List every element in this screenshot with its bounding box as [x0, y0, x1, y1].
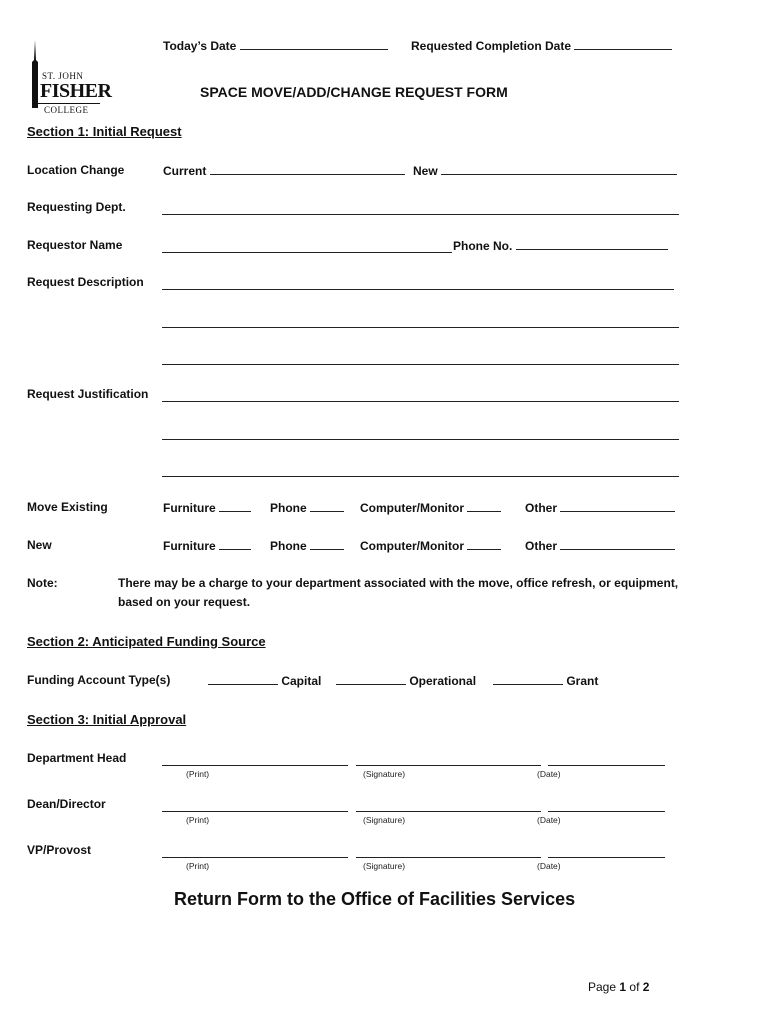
dean-print-line[interactable]: [162, 811, 348, 812]
college-logo: [26, 40, 112, 120]
phone-label: Phone: [270, 501, 307, 515]
grant-field[interactable]: [493, 673, 598, 688]
current-location-field[interactable]: [163, 163, 405, 178]
vp-provost-label: VP/Provost: [27, 843, 92, 857]
todays-date-field[interactable]: [163, 38, 388, 53]
date-caption: (Date): [537, 861, 561, 871]
operational-field[interactable]: [336, 673, 476, 688]
computer-label: Computer/Monitor: [360, 539, 464, 553]
new-label: New: [413, 164, 438, 178]
dept-head-print-line[interactable]: [162, 765, 348, 766]
justification-line-3[interactable]: [162, 476, 679, 477]
capital-label: Capital: [281, 674, 322, 688]
justification-line-2[interactable]: [162, 439, 679, 440]
dept-head-signature-line[interactable]: [356, 765, 541, 766]
print-caption: (Print): [186, 861, 210, 871]
department-head-label: Department Head: [27, 751, 127, 765]
vp-signature-line[interactable]: [356, 857, 541, 858]
new-furniture-field[interactable]: [163, 538, 251, 553]
print-caption: (Print): [186, 815, 210, 825]
move-phone-line[interactable]: [310, 500, 344, 512]
new-other-line[interactable]: [560, 538, 675, 550]
note-text-line1: There may be a charge to your department associated with the move, office refresh, or equipment,: [118, 576, 679, 590]
computer-label: Computer/Monitor: [360, 501, 464, 515]
todays-date-label: Today’s Date: [163, 39, 237, 53]
phone-no-line[interactable]: [516, 238, 668, 250]
phone-label: Phone: [270, 539, 307, 553]
logo-line3: COLLEGE: [44, 105, 89, 115]
note-text-line2: based on your request.: [118, 595, 251, 609]
requestor-name-label: Requestor Name: [27, 238, 123, 252]
logo-line2: FISHER: [40, 80, 112, 102]
page-of: of: [629, 980, 640, 994]
signature-caption: (Signature): [363, 815, 406, 825]
move-furniture-field[interactable]: [163, 500, 251, 515]
request-justification-label: Request Justification: [27, 387, 149, 401]
description-line-3[interactable]: [162, 364, 679, 365]
page-current: 1: [619, 980, 627, 994]
move-other-line[interactable]: [560, 500, 675, 512]
page-number: [588, 980, 649, 994]
dean-date-line[interactable]: [548, 811, 665, 812]
operational-label: Operational: [409, 674, 477, 688]
new-phone-field[interactable]: [270, 538, 344, 553]
completion-date-line[interactable]: [574, 38, 672, 50]
move-computer-line[interactable]: [467, 500, 501, 512]
completion-date-label: Requested Completion Date: [411, 39, 572, 53]
current-location-line[interactable]: [210, 163, 405, 175]
grant-line[interactable]: [493, 673, 563, 685]
move-furniture-line[interactable]: [219, 500, 251, 512]
description-line-2[interactable]: [162, 327, 679, 328]
dean-director-label: Dean/Director: [27, 797, 106, 811]
vp-print-line[interactable]: [162, 857, 348, 858]
other-label: Other: [525, 539, 558, 553]
date-caption: (Date): [537, 815, 561, 825]
requestor-name-line[interactable]: [162, 252, 452, 253]
signature-caption: (Signature): [363, 861, 406, 871]
move-computer-field[interactable]: [360, 500, 501, 515]
requesting-dept-line[interactable]: [162, 214, 679, 215]
page-prefix: Page: [588, 980, 617, 994]
new-location-field[interactable]: [413, 163, 677, 178]
phone-no-label: Phone No.: [453, 239, 513, 253]
move-other-field[interactable]: [525, 500, 675, 515]
completion-date-field[interactable]: [411, 38, 672, 53]
furniture-label: Furniture: [163, 501, 216, 515]
logo-divider: [38, 103, 100, 104]
other-label: Other: [525, 501, 558, 515]
date-caption: (Date): [537, 769, 561, 779]
print-caption: (Print): [186, 769, 210, 779]
capital-line[interactable]: [208, 673, 278, 685]
new-location-line[interactable]: [441, 163, 677, 175]
requesting-dept-label: Requesting Dept.: [27, 200, 126, 214]
new-furniture-line[interactable]: [219, 538, 251, 550]
new-phone-line[interactable]: [310, 538, 344, 550]
description-line-1[interactable]: [162, 289, 674, 290]
furniture-label: Furniture: [163, 539, 216, 553]
logo-line1: ST. JOHN: [42, 71, 84, 81]
capital-field[interactable]: [208, 673, 321, 688]
new-other-field[interactable]: [525, 538, 675, 553]
request-description-label: Request Description: [27, 275, 144, 289]
move-phone-field[interactable]: [270, 500, 344, 515]
location-change-label: Location Change: [27, 163, 125, 177]
current-label: Current: [163, 164, 207, 178]
new-computer-line[interactable]: [467, 538, 501, 550]
new-row-label: New: [27, 538, 52, 552]
phone-no-field[interactable]: [453, 238, 668, 253]
funding-label: Funding Account Type(s): [27, 673, 171, 687]
dept-head-date-line[interactable]: [548, 765, 665, 766]
new-computer-field[interactable]: [360, 538, 501, 553]
section3-heading: Section 3: Initial Approval: [27, 712, 187, 727]
grant-label: Grant: [566, 674, 599, 688]
form-title: SPACE MOVE/ADD/CHANGE REQUEST FORM: [200, 84, 508, 100]
section1-heading: Section 1: Initial Request: [27, 124, 182, 139]
dean-signature-line[interactable]: [356, 811, 541, 812]
signature-caption: (Signature): [363, 769, 406, 779]
vp-date-line[interactable]: [548, 857, 665, 858]
page-total: 2: [642, 980, 650, 994]
justification-line-1[interactable]: [162, 401, 679, 402]
return-form-text: Return Form to the Office of Facilities Services: [174, 889, 576, 909]
note-label: Note:: [27, 576, 58, 590]
section2-heading: Section 2: Anticipated Funding Source: [27, 634, 266, 649]
operational-line[interactable]: [336, 673, 406, 685]
move-existing-label: Move Existing: [27, 500, 108, 514]
todays-date-line[interactable]: [240, 38, 388, 50]
